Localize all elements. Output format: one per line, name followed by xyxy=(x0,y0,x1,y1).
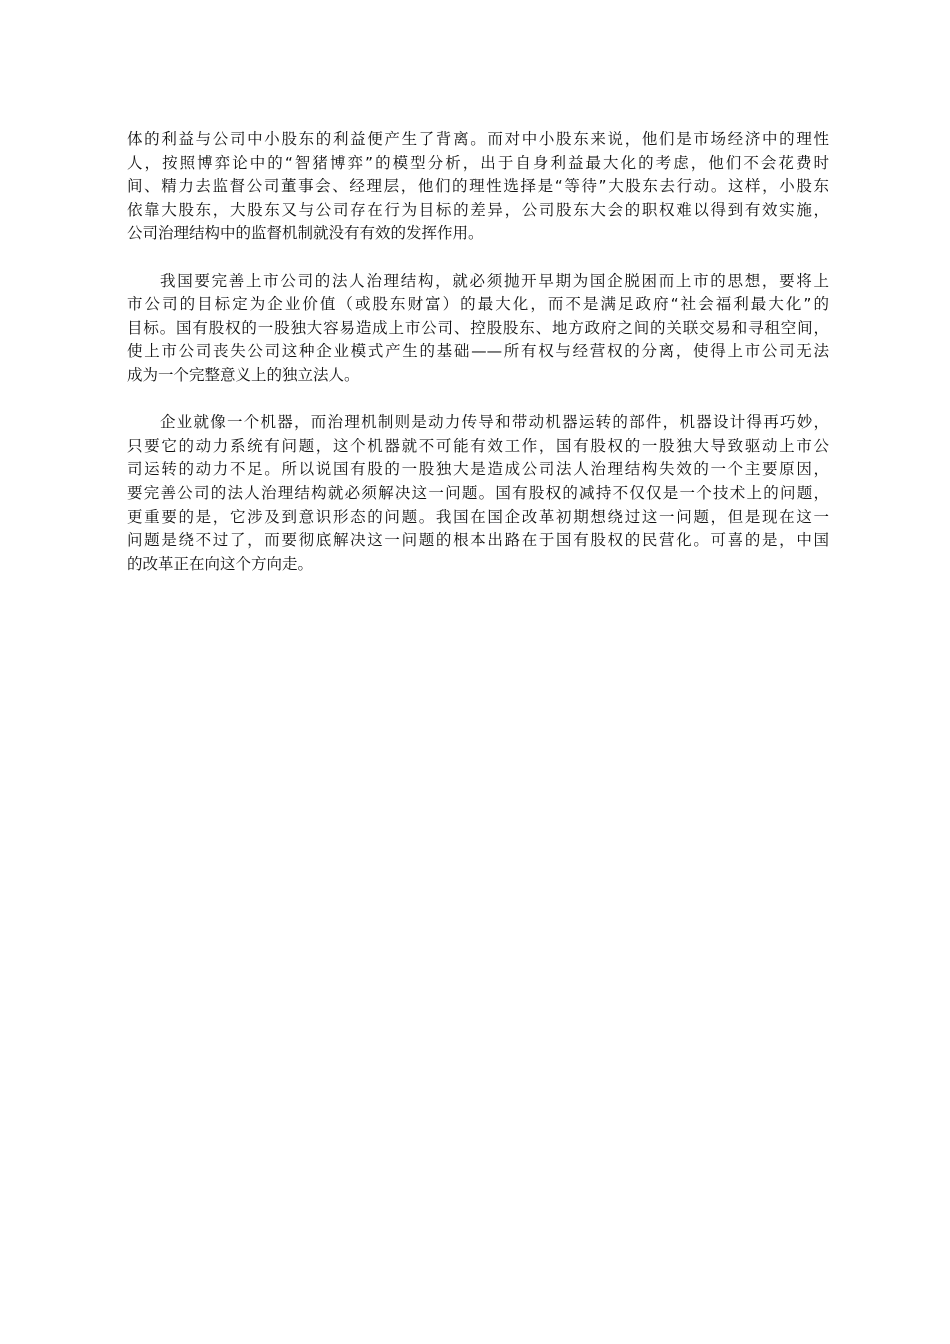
text-line: 使上市公司丧失公司这种企业模式产生的基础——所有权与经营权的分离，使得上市公司无法 xyxy=(127,342,829,361)
text-line: 企业就像一个机器，而治理机制则是动力传导和带动机器运转的部件，机器设计得再巧妙， xyxy=(160,413,829,432)
text-line: 要完善公司的法人治理结构就必须解决这一问题。国有股权的减持不仅仅是一个技术上的问题， xyxy=(127,483,829,502)
paragraph-2 xyxy=(127,270,829,388)
text-line: 成为一个完整意义上的独立法人。 xyxy=(127,365,360,384)
text-line: 人，按照博弈论中的“智猪博弈”的模型分析，出于自身利益最大化的考虑，他们不会花费时 xyxy=(127,153,829,172)
text-line: 司运转的动力不足。所以说国有股的一股独大是造成公司法人治理结构失效的一个主要原因， xyxy=(127,460,829,479)
text-line: 更重要的是，它涉及到意识形态的问题。我国在国企改革初期想绕过这一问题，但是现在这一 xyxy=(127,507,829,526)
paragraph-gap xyxy=(127,246,829,270)
text-line: 的改革正在向这个方向走。 xyxy=(127,554,314,573)
paragraph-gap xyxy=(127,388,829,412)
text-line: 问题是绕不过了，而要彻底解决这一问题的根本出路在于国有股权的民营化。可喜的是，中国 xyxy=(127,531,829,550)
text-line: 公司治理结构中的监督机制就没有有效的发挥作用。 xyxy=(127,224,484,243)
text-line: 依靠大股东，大股东又与公司存在行为目标的差异，公司股东大会的职权难以得到有效实施， xyxy=(127,200,829,219)
paragraph-3 xyxy=(127,411,829,576)
text-line: 我国要完善上市公司的法人治理结构，就必须抛开早期为国企脱困而上市的思想，要将上 xyxy=(160,271,829,290)
text-line: 间、精力去监督公司董事会、经理层，他们的理性选择是“等待”大股东去行动。这样，小股东 xyxy=(127,177,829,196)
text-line: 目标。国有股权的一股独大容易造成上市公司、控股股东、地方政府之间的关联交易和寻租空间， xyxy=(127,318,829,337)
text-line: 体的利益与公司中小股东的利益便产生了背离。而对中小股东来说，他们是市场经济中的理性 xyxy=(127,130,829,148)
document-body xyxy=(127,128,829,576)
paragraph-1 xyxy=(127,128,829,246)
text-line: 只要它的动力系统有问题，这个机器就不可能有效工作，国有股权的一股独大导致驱动上市公 xyxy=(127,436,829,455)
text-line: 市公司的目标定为企业价值（或股东财富）的最大化，而不是满足政府“社会福利最大化”的 xyxy=(127,295,829,314)
